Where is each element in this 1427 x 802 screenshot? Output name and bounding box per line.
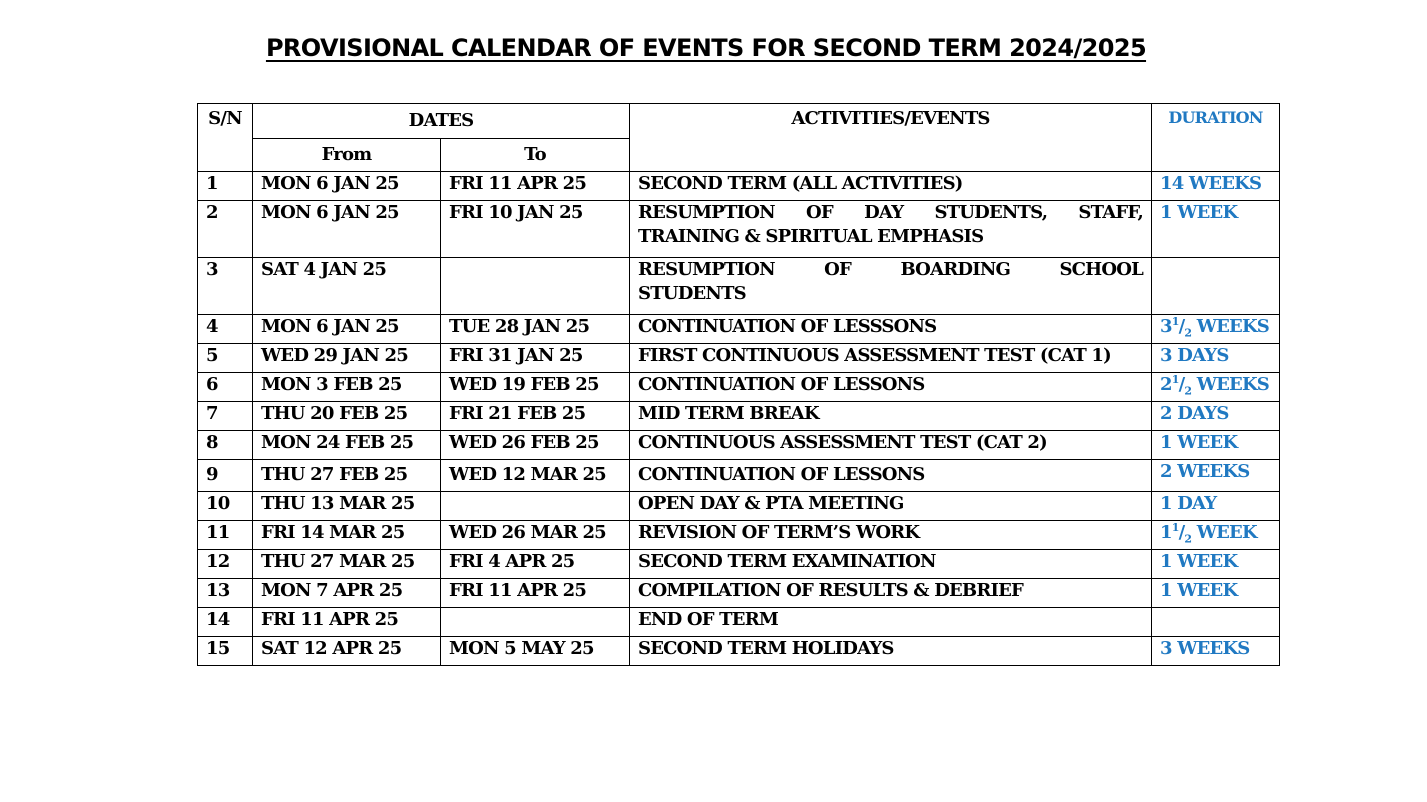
row-sn: 10 xyxy=(198,492,253,521)
header-to: To xyxy=(441,139,630,172)
table-row xyxy=(198,201,1280,258)
row-sn: 12 xyxy=(198,550,253,579)
row-to: WED 26 FEB 25 xyxy=(441,431,630,460)
table-row xyxy=(198,373,1280,402)
duration-denominator: 2 xyxy=(1184,532,1192,546)
row-activity: SECOND TERM EXAMINATION xyxy=(630,550,1152,579)
table-row xyxy=(198,315,1280,344)
duration-whole: 2 xyxy=(1160,374,1172,395)
row-sn: 2 xyxy=(198,201,253,258)
row-to: FRI 21 FEB 25 xyxy=(441,402,630,431)
table-row xyxy=(198,172,1280,201)
duration-unit: WEEKS xyxy=(1191,374,1269,395)
row-activity: MID TERM BREAK xyxy=(630,402,1152,431)
row-duration xyxy=(1152,608,1280,637)
row-duration: 2 DAYS xyxy=(1152,402,1280,431)
duration-numerator: 1 xyxy=(1171,373,1179,386)
row-activity: REVISION OF TERM’S WORK xyxy=(630,521,1152,550)
table-row xyxy=(198,492,1280,521)
duration-whole: 1 xyxy=(1160,522,1172,543)
row-duration: 2 WEEKS xyxy=(1152,460,1280,492)
table-row xyxy=(198,258,1280,315)
row-sn: 6 xyxy=(198,373,253,402)
row-duration: 1 WEEK xyxy=(1152,431,1280,460)
row-to: WED 26 MAR 25 xyxy=(441,521,630,550)
row-from: MON 6 JAN 25 xyxy=(253,315,441,344)
duration-numerator: 1 xyxy=(1171,315,1179,328)
row-activity: CONTINUATION OF LESSSONS xyxy=(630,315,1152,344)
table-row xyxy=(198,608,1280,637)
row-from: THU 27 FEB 25 xyxy=(253,460,441,492)
page-title: PROVISIONAL CALENDAR OF EVENTS FOR SECOND TERM 2024/2025 xyxy=(265,34,1147,62)
row-activity: SECOND TERM HOLIDAYS xyxy=(630,637,1152,666)
row-to: FRI 4 APR 25 xyxy=(441,550,630,579)
row-activity: END OF TERM xyxy=(630,608,1152,637)
row-to: FRI 10 JAN 25 xyxy=(441,201,630,258)
row-duration: $2^1/_2$ WEEKS xyxy=(1152,373,1280,402)
row-duration: 1 DAY xyxy=(1152,492,1280,521)
row-from: SAT 4 JAN 25 xyxy=(253,258,441,315)
row-sn: 14 xyxy=(198,608,253,637)
row-duration: $3^1/_2$ WEEKS xyxy=(1152,315,1280,344)
header-activities: ACTIVITIES/EVENTS xyxy=(630,104,1152,172)
row-duration: $1^1/_2$ WEEK xyxy=(1152,521,1280,550)
row-duration: 3 WEEKS xyxy=(1152,637,1280,666)
row-sn: 7 xyxy=(198,402,253,431)
row-to xyxy=(441,492,630,521)
row-activity-line2: TRAINING & SPIRITUAL EMPHASIS xyxy=(638,226,984,247)
row-from: MON 7 APR 25 xyxy=(253,579,441,608)
row-from: WED 29 JAN 25 xyxy=(253,344,441,373)
header-sn: S/N xyxy=(198,104,253,172)
header-duration: DURATION xyxy=(1152,104,1280,172)
row-duration: 1 WEEK xyxy=(1152,579,1280,608)
duration-numerator: 1 xyxy=(1171,521,1179,534)
row-from: MON 24 FEB 25 xyxy=(253,431,441,460)
row-duration: 3 DAYS xyxy=(1152,344,1280,373)
row-activity: CONTINUATION OF LESSONS xyxy=(630,373,1152,402)
row-from: THU 13 MAR 25 xyxy=(253,492,441,521)
row-to: WED 12 MAR 25 xyxy=(441,460,630,492)
duration-denominator: 2 xyxy=(1184,326,1192,340)
row-activity-line2: STUDENTS xyxy=(638,283,746,304)
calendar-table xyxy=(197,103,1280,666)
row-from: THU 20 FEB 25 xyxy=(253,402,441,431)
row-activity xyxy=(630,258,1152,315)
row-from: MON 6 JAN 25 xyxy=(253,172,441,201)
table-row xyxy=(198,550,1280,579)
row-activity-line1: RESUMPTION OF BOARDING SCHOOL xyxy=(638,259,1143,280)
row-duration: 1 WEEK xyxy=(1152,550,1280,579)
row-sn: 9 xyxy=(198,460,253,492)
row-duration xyxy=(1152,258,1280,315)
row-sn: 1 xyxy=(198,172,253,201)
row-sn: 3 xyxy=(198,258,253,315)
table-row xyxy=(198,637,1280,666)
row-from: MON 3 FEB 25 xyxy=(253,373,441,402)
table-row xyxy=(198,521,1280,550)
row-sn: 13 xyxy=(198,579,253,608)
duration-denominator: 2 xyxy=(1184,384,1192,398)
table-row xyxy=(198,431,1280,460)
row-sn: 11 xyxy=(198,521,253,550)
row-sn: 8 xyxy=(198,431,253,460)
row-sn: 4 xyxy=(198,315,253,344)
table-row xyxy=(198,579,1280,608)
row-from: FRI 14 MAR 25 xyxy=(253,521,441,550)
row-activity: CONTINUOUS ASSESSMENT TEST (CAT 2) xyxy=(630,431,1152,460)
row-to: FRI 11 APR 25 xyxy=(441,172,630,201)
row-activity: FIRST CONTINUOUS ASSESSMENT TEST (CAT 1) xyxy=(630,344,1152,373)
row-activity: SECOND TERM (ALL ACTIVITIES) xyxy=(630,172,1152,201)
duration-unit: WEEKS xyxy=(1191,316,1269,337)
row-from: FRI 11 APR 25 xyxy=(253,608,441,637)
row-from: SAT 12 APR 25 xyxy=(253,637,441,666)
row-from: THU 27 MAR 25 xyxy=(253,550,441,579)
table-row xyxy=(198,460,1280,492)
row-to: TUE 28 JAN 25 xyxy=(441,315,630,344)
table-row xyxy=(198,344,1280,373)
row-from: MON 6 JAN 25 xyxy=(253,201,441,258)
row-duration: 1 WEEK xyxy=(1152,201,1280,258)
row-activity-line1: RESUMPTION OF DAY STUDENTS, STAFF, xyxy=(638,202,1143,223)
header-dates: DATES xyxy=(253,104,630,139)
row-to: MON 5 MAY 25 xyxy=(441,637,630,666)
row-to: FRI 31 JAN 25 xyxy=(441,344,630,373)
row-duration: 14 WEEKS xyxy=(1152,172,1280,201)
row-activity: OPEN DAY & PTA MEETING xyxy=(630,492,1152,521)
row-to xyxy=(441,608,630,637)
table-row xyxy=(198,402,1280,431)
row-activity: COMPILATION OF RESULTS & DEBRIEF xyxy=(630,579,1152,608)
row-sn: 15 xyxy=(198,637,253,666)
duration-unit: WEEK xyxy=(1191,522,1257,543)
row-to xyxy=(441,258,630,315)
row-to: FRI 11 APR 25 xyxy=(441,579,630,608)
row-activity: CONTINUATION OF LESSONS xyxy=(630,460,1152,492)
header-from: From xyxy=(253,139,441,172)
row-activity xyxy=(630,201,1152,258)
row-to: WED 19 FEB 25 xyxy=(441,373,630,402)
row-sn: 5 xyxy=(198,344,253,373)
duration-whole: 3 xyxy=(1160,316,1172,337)
